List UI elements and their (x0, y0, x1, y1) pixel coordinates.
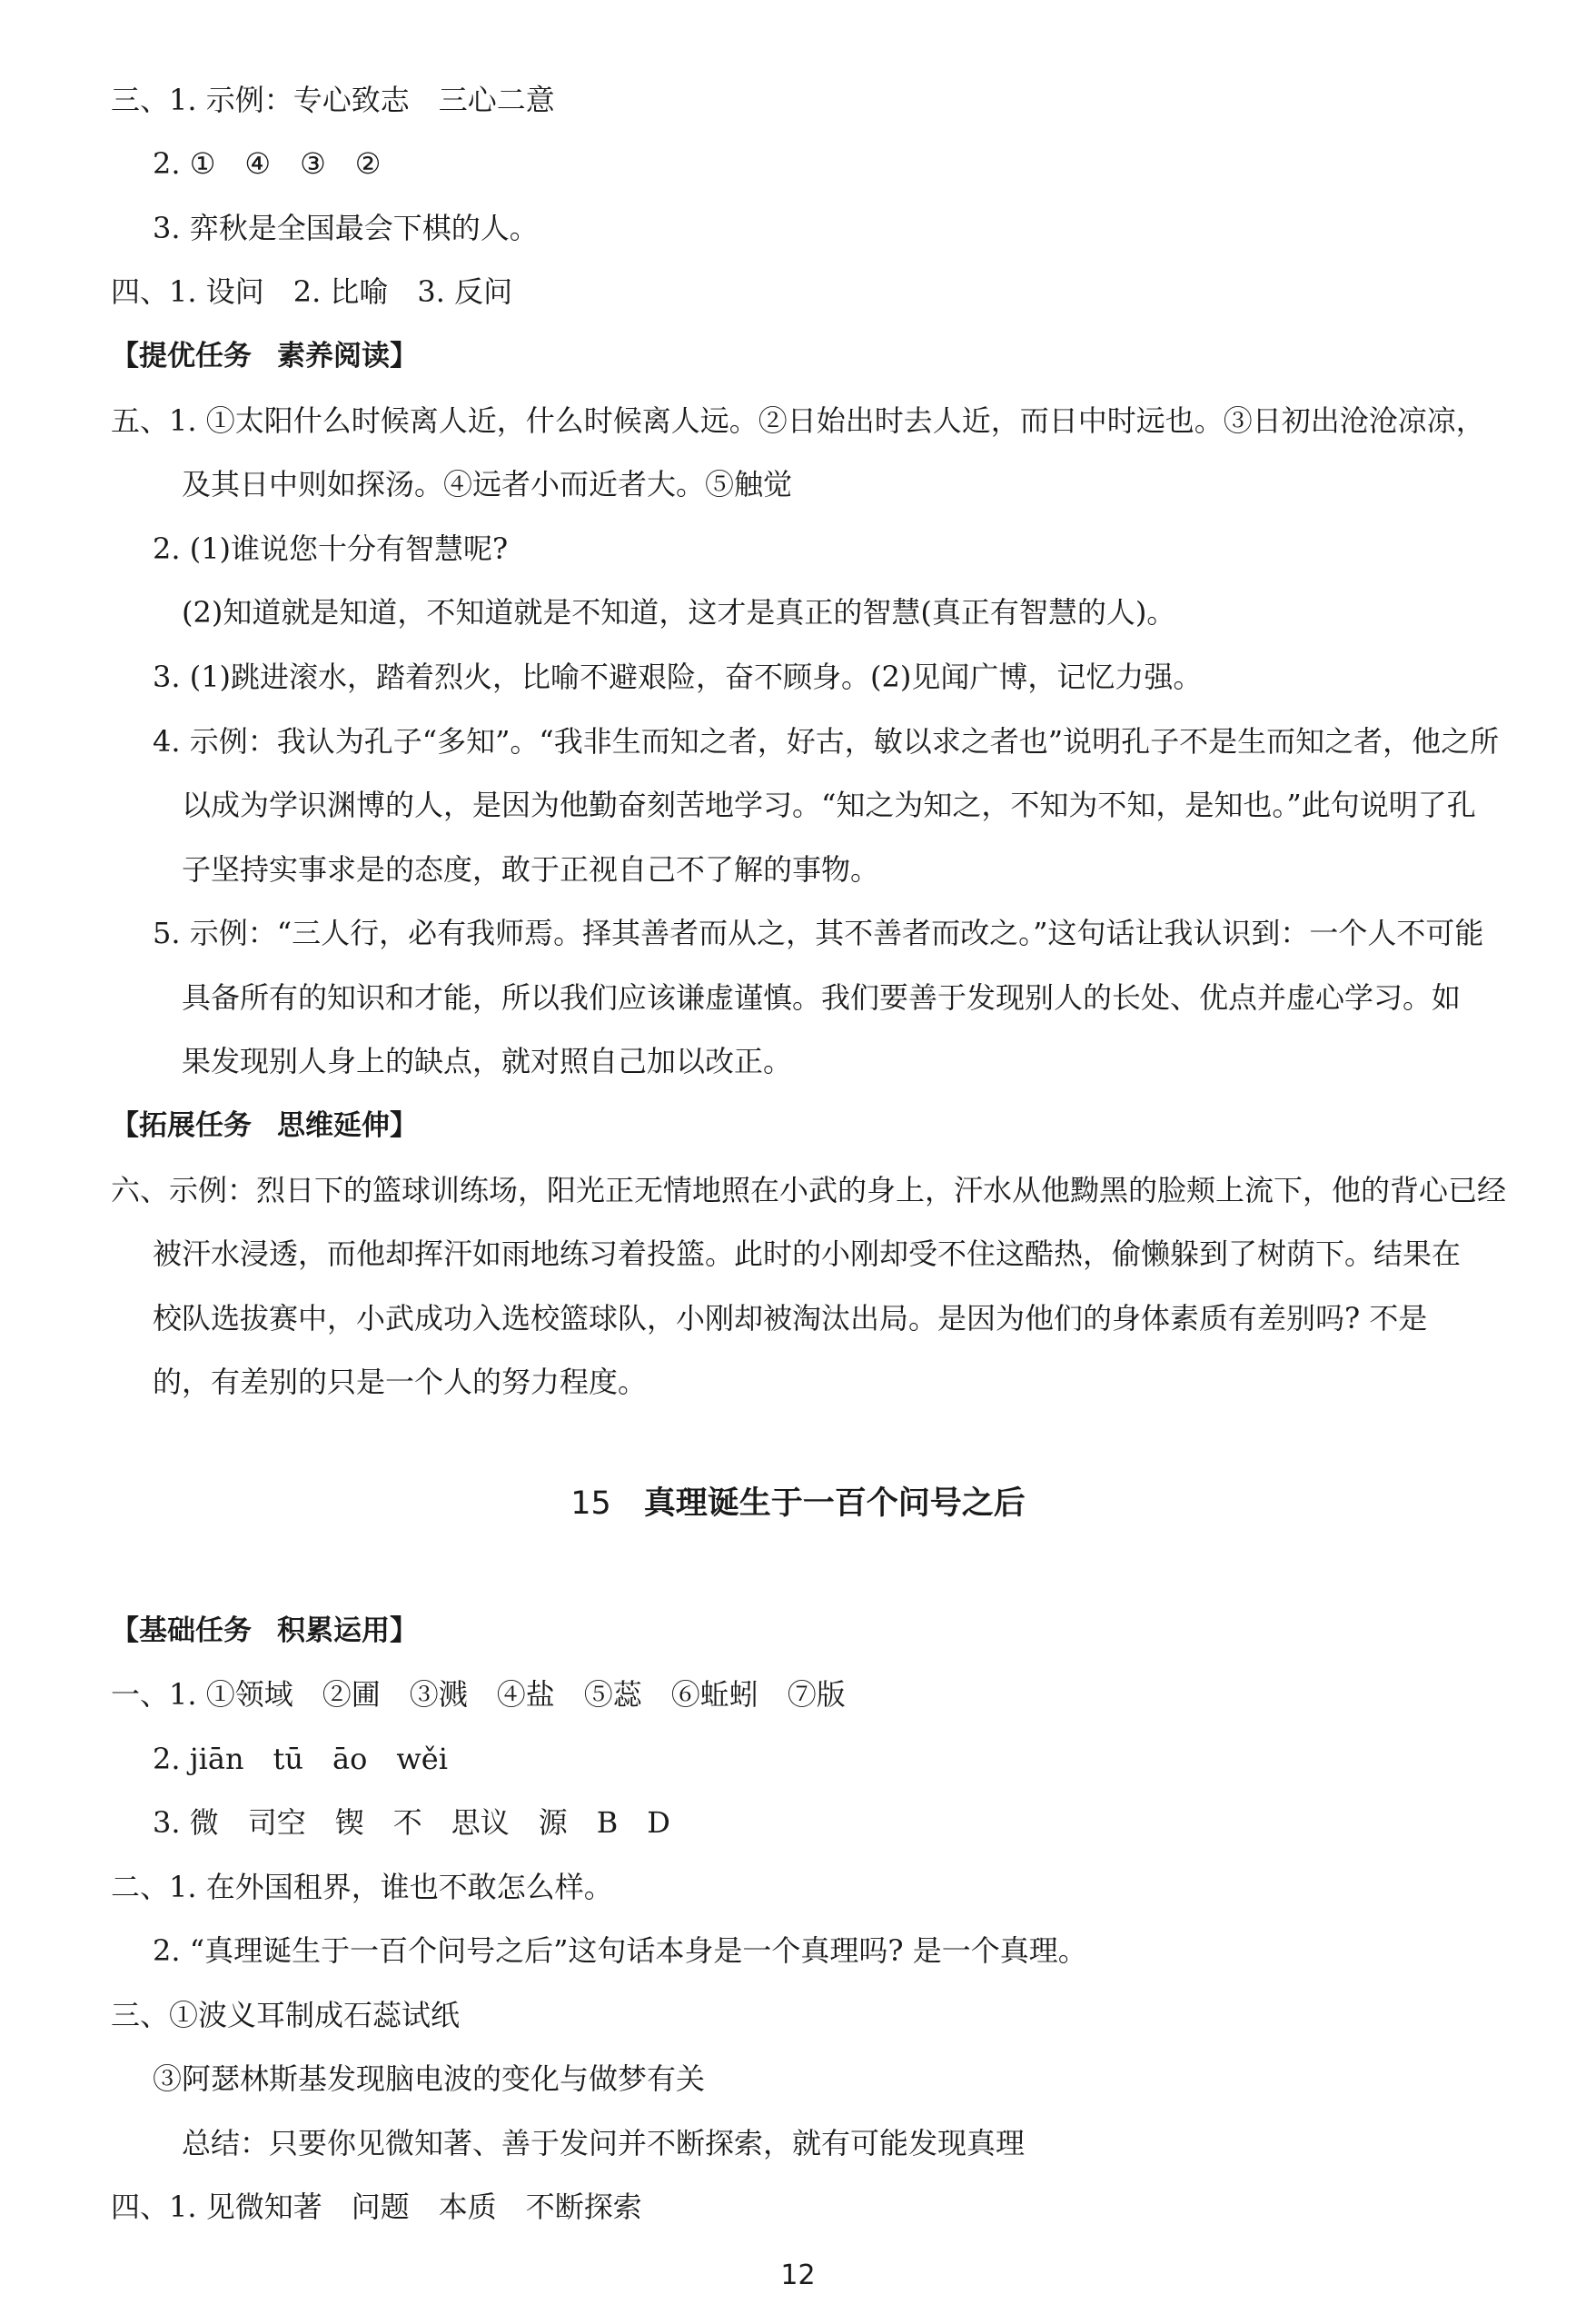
answer-line: 四、1. 设问 2. 比喻 3. 反问 (111, 274, 513, 309)
answer-line: 子坚持实事求是的态度，敢于正视自己不了解的事物。 (182, 852, 880, 887)
section-heading-label: 【基础任务 (111, 1614, 252, 1647)
answer-line: 果发现别人身上的缺点，就对照自己加以改正。 (182, 1044, 793, 1078)
answer-line: 五、1. ①太阳什么时候离人近，什么时候离人远。②日始出时去人近，而日中时远也。③日初出沧沧凉凉， (111, 403, 1485, 438)
answer-line: 2. (1)谁说您十分有智慧呢? (153, 531, 509, 566)
lesson-number: 15 (570, 1485, 611, 1522)
page-number: 12 (780, 2259, 816, 2291)
answer-line: 以成为学识渊博的人，是因为他勤奋刻苦地学习。“知之为知之，不知为不知，是知也。”此句说明了孔 (182, 788, 1476, 822)
answer-line: 三、1. 示例：专心致志 三心二意 (111, 83, 555, 117)
answer-line: 二、1. 在外国租界，谁也不敢怎么样。 (111, 1870, 613, 1904)
answer-line: 具备所有的知识和才能，所以我们应该谦虚谨慎。我们要善于发现别人的长处、优点并虚心学习。如 (182, 980, 1462, 1015)
answer-line: 4. 示例：我认为孔子“多知”。“我非生而知之者，好古，敏以求之者也”说明孔子不是生而知之者，他之所 (153, 724, 1500, 759)
section-heading-label: 素养阅读】 (277, 340, 418, 372)
answer-line: 三、①波义耳制成石蕊试纸 (111, 1998, 461, 2032)
answer-line: 六、示例：烈日下的篮球训练场，阳光正无情地照在小武的身上，汗水从他黝黑的脸颊上流下，他的背心已经 (111, 1173, 1507, 1207)
section-heading-label: 【拓展任务 (111, 1109, 252, 1142)
answer-line: 2. ① ④ ③ ② (153, 146, 382, 181)
answer-line: 一、1. ①领域 ②圃 ③溅 ④盐 ⑤蕊 ⑥蚯蚓 ⑦版 (111, 1677, 846, 1712)
answer-line: 3. 弈秋是全国最会下棋的人。 (153, 211, 539, 245)
answer-line: 被汗水浸透，而他却挥汗如雨地练习着投篮。此时的小刚却受不住这酷热，偷懒躲到了树荫下。结果在 (153, 1236, 1462, 1271)
section-heading (111, 338, 418, 374)
answer-line: 3. 微 司空 锲 不 思议 源 B D (153, 1805, 670, 1840)
section-heading-label: 【提优任务 (111, 340, 252, 372)
answer-line: 5. 示例：“三人行，必有我师焉。择其善者而从之，其不善者而改之。”这句话让我认识到：一个人不可能 (153, 916, 1484, 950)
answer-line: ③阿瑟林斯基发现脑电波的变化与做梦有关 (153, 2061, 706, 2096)
section-heading-label: 积累运用】 (277, 1614, 418, 1647)
answer-line: (2)知道就是知道，不知道就是不知道，这才是真正的智慧(真正有智慧的人)。 (182, 595, 1176, 630)
answer-line: 总结：只要你见微知著、善于发问并不断探索，就有可能发现真理 (182, 2126, 1026, 2160)
answer-line: 2. “真理诞生于一百个问号之后”这句话本身是一个真理吗? 是一个真理。 (153, 1933, 1087, 1968)
section-heading-label: 思维延伸】 (277, 1109, 418, 1142)
lesson-title-text: 真理诞生于一百个问号之后 (643, 1485, 1026, 1522)
answer-line: 3. (1)跳进滚水，踏着烈火，比喻不避艰险，奋不顾身。(2)见闻广博，记忆力强。 (153, 660, 1203, 694)
answer-line: 校队选拔赛中，小武成功入选校篮球队，小刚却被淘汰出局。是因为他们的身体素质有差别吗? 不是 (153, 1301, 1428, 1336)
answer-line: 及其日中则如探汤。④远者小而近者大。⑤触觉 (182, 467, 793, 502)
answer-line: 2. jiān tū āo wěi (153, 1742, 448, 1776)
section-heading (111, 1107, 418, 1144)
answer-line: 四、1. 见微知著 问题 本质 不断探索 (111, 2190, 642, 2224)
answer-line: 的，有差别的只是一个人的努力程度。 (153, 1365, 648, 1399)
lesson-title (0, 1484, 1596, 1524)
section-heading (111, 1613, 418, 1649)
